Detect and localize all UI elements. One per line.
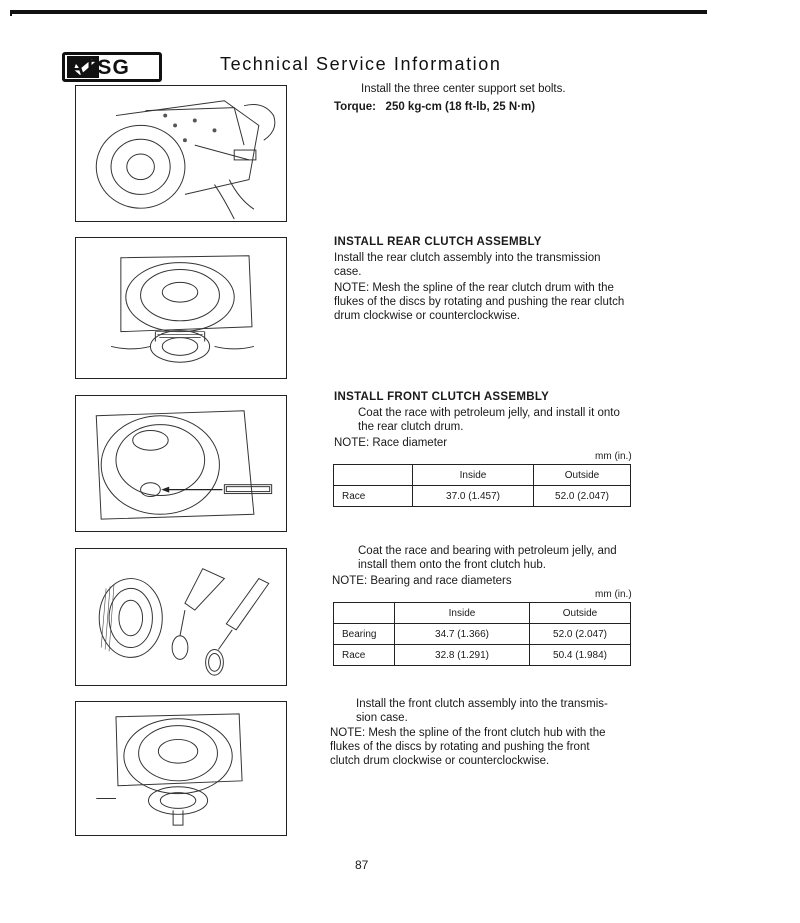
page-number: 87 [355,858,369,872]
transmission-bolts-illustration [76,86,286,221]
bearing-race-table [333,602,631,666]
rear-clutch-illustration [76,238,286,378]
top-rule [10,10,707,14]
table-header-row [334,603,631,624]
torque-spec [334,100,535,115]
table-cell: 37.0 (1.457) [413,486,534,507]
table-header-cell: Outside [534,465,631,486]
front-clutch-line1: Coat the race with petroleum jelly, and install it onto [358,407,620,419]
table-header-row [334,465,631,486]
logo-text: ATSG [69,55,130,79]
table-row [334,486,631,507]
figure-rear-clutch [75,237,287,379]
bearing-race-illustration [76,549,286,685]
figure-front-clutch-race [75,395,287,532]
table-cell: Race [334,486,413,507]
front-clutch-line4: install them onto the front clutch hub. [358,559,546,571]
race-diameter-table [333,464,631,507]
rear-clutch-note3: drum clockwise or counterclockwise. [334,310,520,322]
heading-rear-clutch: INSTALL REAR CLUTCH ASSEMBLY [334,236,542,248]
left-rule-tick [10,10,12,16]
race-diameter-note: NOTE: Race diameter [334,437,448,449]
rear-clutch-note1: NOTE: Mesh the spline of the rear clutch drum with the [334,282,614,294]
table-cell: Race [334,645,395,666]
instruction-bolts: Install the three center support set bolts. [361,83,566,95]
figure-center-support-bolts [75,85,287,222]
front-clutch-install-illustration [76,702,286,835]
front-clutch-line2: the rear clutch drum. [358,421,464,433]
front-clutch-note-c3: clutch drum clockwise or counterclockwise. [330,755,550,767]
page-title: Technical Service Information [220,54,502,74]
table-cell: 50.4 (1.984) [530,645,631,666]
table-cell: 32.8 (1.291) [395,645,530,666]
front-clutch-line6: sion case. [356,712,408,724]
figure-front-clutch-install [75,701,287,836]
rear-clutch-line1: Install the rear clutch assembly into the transmission [334,252,601,264]
torque-value: 250 kg-cm (18 ft-lb, 25 N·m) [385,101,536,113]
table-header-cell: Inside [395,603,530,624]
atsg-logo [62,52,162,82]
front-clutch-race-illustration [76,396,286,531]
table-cell: 52.0 (2.047) [530,624,631,645]
bearing-race-note: NOTE: Bearing and race diameters [332,575,512,587]
table-cell: 34.7 (1.366) [395,624,530,645]
unit-label-2: mm (in.) [595,589,632,600]
figure-bearing-race [75,548,287,686]
unit-label-1: mm (in.) [595,451,632,462]
table-header-cell: Outside [530,603,631,624]
heading-front-clutch: INSTALL FRONT CLUTCH ASSEMBLY [334,391,550,403]
table-header-cell: Inside [413,465,534,486]
table-header-cell [334,603,395,624]
table-header-cell [334,465,413,486]
front-clutch-note-c2: flukes of the discs by rotating and pushing the front [330,741,590,753]
torque-label: Torque: [334,101,376,113]
rear-clutch-note2: flukes of the discs by rotating and pushing the rear clutch [334,296,625,308]
front-clutch-line5: Install the front clutch assembly into the transmis- [356,698,608,710]
table-cell: 52.0 (2.047) [534,486,631,507]
front-clutch-line3: Coat the race and bearing with petroleum jelly, and [358,545,617,557]
table-row [334,645,631,666]
rear-clutch-line2: case. [334,266,362,278]
table-cell: Bearing [334,624,395,645]
front-clutch-note-c1: NOTE: Mesh the spline of the front clutch hub with the [330,727,606,739]
table-row [334,624,631,645]
